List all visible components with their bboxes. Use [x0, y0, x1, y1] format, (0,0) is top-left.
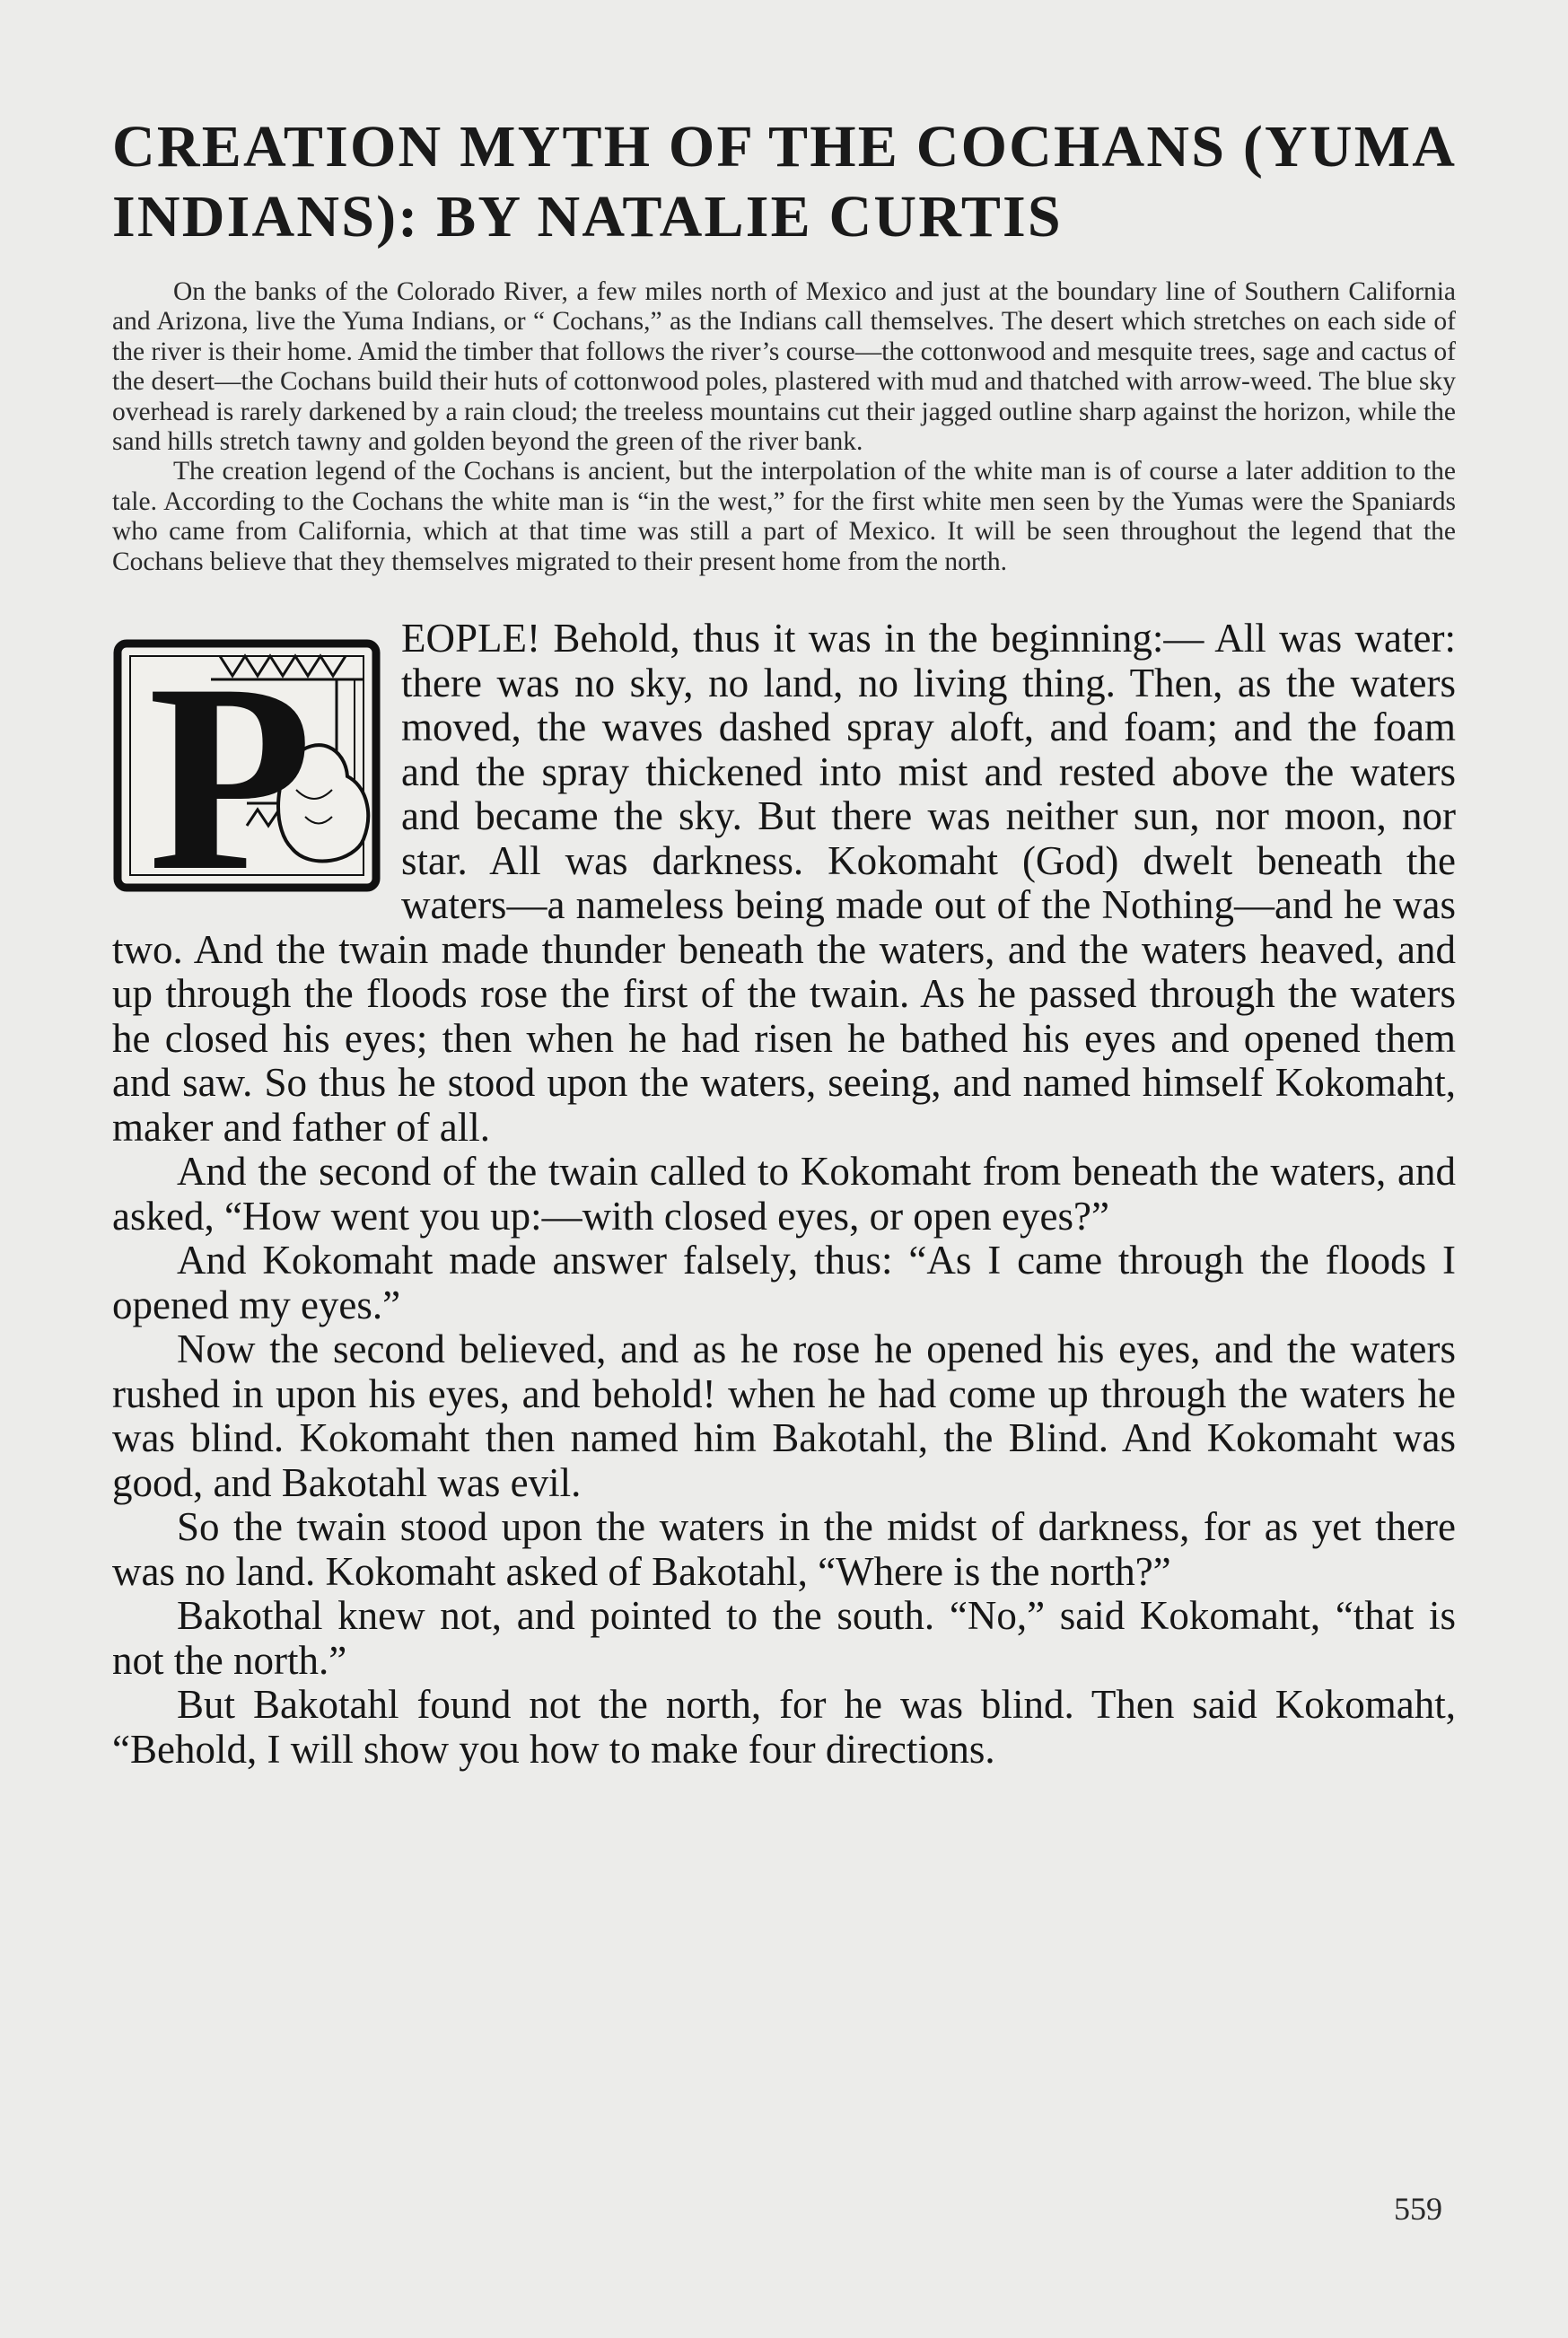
- story-paragraph: Bakothal knew not, and pointed to the south. “No,” said Kokomaht, “that is not the north.”: [112, 1593, 1456, 1683]
- story-paragraph: Now the second believed, and as he rose he opened his eyes, and the waters rushed in upon his eyes, and behold! when he had come up through the waters he was blind. Kokomaht then named him Bakotahl, the Blind. And Kokomaht was good, and Bakotahl was evil.: [112, 1327, 1456, 1505]
- ornamental-initial-p-icon: [112, 624, 381, 893]
- intro-paragraph: On the banks of the Colorado River, a few miles north of Mexico and just at the boundary line of Southern California and Arizona, live the Yuma Indians, or “ Cochans,” as the Indians call themselves. The desert which stretches on each side of the river is their home. Amid the timber that follows the river’s course—the cottonwood and mesquite trees, sage and cactus of the desert—the Cochans build their huts of cottonwood poles, plastered with mud and thatched with arrow-weed. The blue sky overhead is rarely darkened by a rain cloud; the treeless mountains cut their jagged outline sharp against the horizon, while the sand hills stretch tawny and golden beyond the green of the river bank.: [112, 277, 1456, 457]
- dropcap-illustration: [112, 624, 381, 893]
- story-paragraph: And the second of the twain called to Kokomaht from beneath the waters, and asked, “How went you up:—with closed eyes, or open eyes?”: [112, 1149, 1456, 1239]
- story-text: [112, 617, 1456, 1772]
- dropcap-letter: P: [148, 628, 313, 894]
- opening-paragraph: EOPLE! Behold, thus it was in the beginning:— All was water: there was no sky, no land, no living thing. Then, as the waters moved, the waves dashed spray aloft, and foam; and the foam and the spray thickened into mist and rested above the waters and became the sky. But there was neither sun, nor moon, nor star. All was darkness. Kokomaht (God) dwelt beneath the waters—a nameless being made out of the Nothing—and he was two. And the twain made thunder beneath the waters, and the waters heaved, and up through the floods rose the first of the twain. As he passed through the waters he closed his eyes; then when he had risen he bathed his eyes and opened them and saw. So thus he stood upon the waters, seeing, and named himself Kokomaht, maker and father of all.: [112, 616, 1456, 1150]
- page-number: 559: [1394, 2191, 1442, 2227]
- story-paragraph: So the twain stood upon the waters in the midst of darkness, for as yet there was no land. Kokomaht asked of Bakotahl, “Where is the north?”: [112, 1504, 1456, 1594]
- article-title: CREATION MYTH OF THE COCHANS (YUMA INDIANS): BY NATALIE CURTIS: [112, 114, 1454, 250]
- story-paragraph: And Kokomaht made answer falsely, thus: “As I came through the floods I opened my eyes.”: [112, 1238, 1456, 1327]
- intro-section: [112, 277, 1456, 577]
- story-paragraph: But Bakotahl found not the north, for he was blind. Then said Kokomaht, “Behold, I will show you how to make four directions.: [112, 1682, 1456, 1772]
- intro-paragraph: The creation legend of the Cochans is ancient, but the interpolation of the white man is of course a later addition to the tale. According to the Cochans the white man is “in the west,” for the first white men seen by the Yumas were the Spaniards who came from California, which at that time was still a part of Mexico. It will be seen throughout the legend that the Cochans believe that they themselves migrated to their present home from the north.: [112, 457, 1456, 576]
